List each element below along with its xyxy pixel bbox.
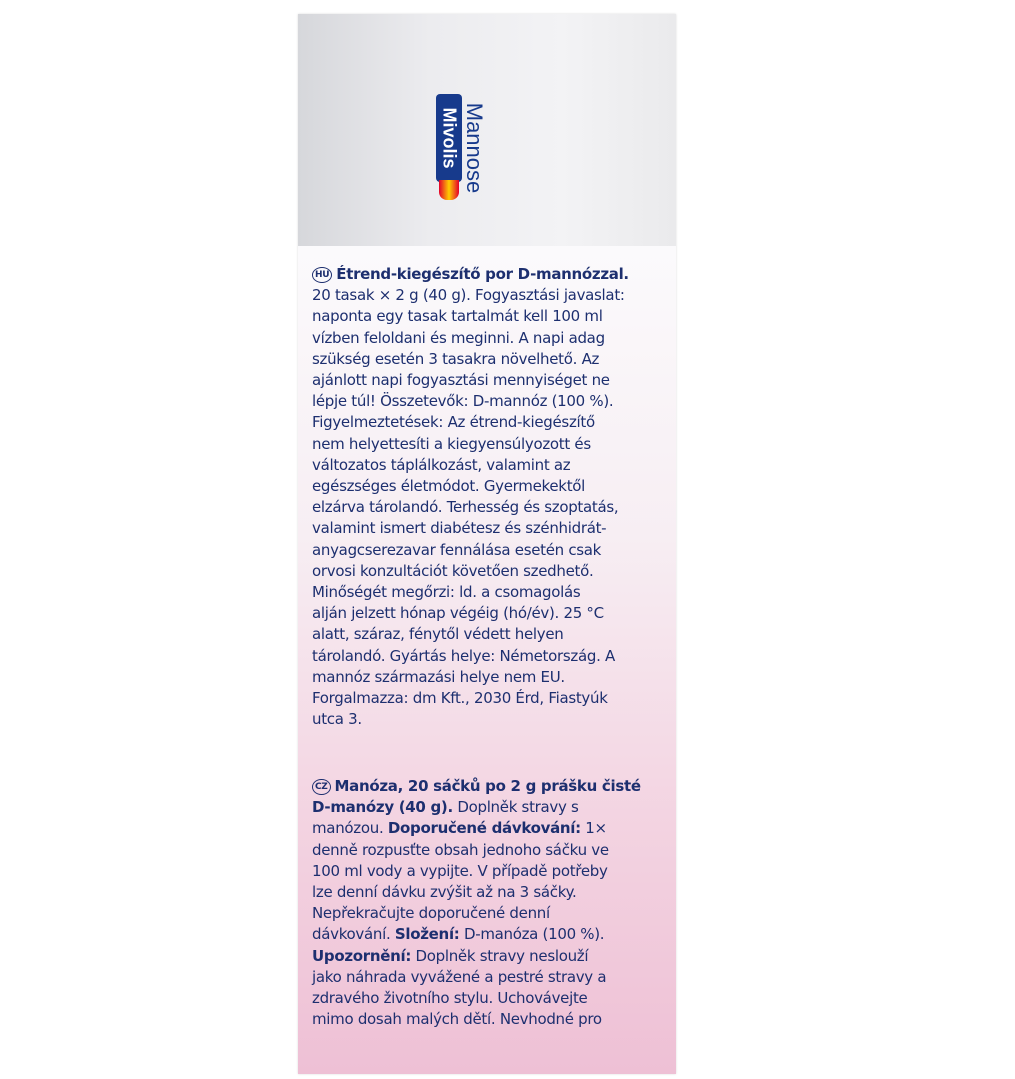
- hu-line: alján jelzett hónap végéig (hó/év). 25 °C: [312, 604, 604, 623]
- cz-text-segment: manózou.: [312, 819, 388, 838]
- cz-text-segment: Doplněk stravy neslouží: [411, 946, 589, 965]
- hu-line: mannóz származási helye nem EU.: [312, 667, 565, 686]
- cz-country-badge: CZ: [312, 779, 331, 795]
- logo-color-stripe: [439, 180, 459, 200]
- cz-line: zdravého životního stylu. Uchovávejte: [312, 989, 588, 1008]
- cz-bold-segment: Složení:: [394, 925, 460, 944]
- hu-line: ajánlott napi fogyasztási mennyiséget ne: [312, 371, 610, 390]
- hu-line: vízben feloldani és meginni. A napi adag: [312, 328, 605, 347]
- cz-title-line: [312, 776, 657, 797]
- hu-line: egészséges életmódot. Gyermekektől: [312, 477, 586, 496]
- hu-line: alatt, száraz, fénytől védett helyen: [312, 625, 564, 644]
- cz-line: lze denní dávku zvýšit až na 3 sáčky.: [312, 883, 577, 902]
- cz-text-segment: 1×: [580, 819, 607, 838]
- cz-bold-segment: Doporučené dávkování:: [387, 819, 581, 838]
- cz-line: 100 ml vody a vypijte. V případě potřeby: [312, 861, 608, 880]
- cz-line: mimo dosah malých dětí. Nevhodné pro: [312, 1010, 602, 1029]
- cz-bold-segment: Upozornění:: [312, 946, 412, 965]
- mivolis-logo: [436, 94, 462, 202]
- hu-section: [312, 264, 657, 730]
- product-name-text: Mannose: [462, 102, 487, 194]
- cz-bold-segment: D-manózy (40 g).: [312, 798, 453, 817]
- cz-line: [312, 797, 657, 818]
- hu-line: anyagcserezavar fennálása esetén csak: [312, 540, 602, 559]
- logo-brand-text: Mivolis: [439, 107, 460, 169]
- hu-line: tárolandó. Gyártás helye: Németország. A: [312, 646, 615, 665]
- hu-line: nem helyettesíti a kiegyensúlyozott és: [312, 434, 591, 453]
- hu-line: Forgalmazza: dm Kft., 2030 Érd, Fiastyúk: [312, 689, 608, 708]
- hu-line: lépje túl! Összetevők: D-mannóz (100 %).: [312, 392, 614, 411]
- hu-line: naponta egy tasak tartalmát kell 100 ml: [312, 307, 603, 326]
- cz-line: [312, 946, 657, 967]
- cz-line: denně rozpusťte obsah jednoho sáčku ve: [312, 840, 609, 859]
- box-top-face: [298, 14, 676, 247]
- hu-line: szükség esetén 3 tasakra növelhető. Az: [312, 349, 600, 368]
- hu-line: 20 tasak × 2 g (40 g). Fogyasztási javaslat:: [312, 286, 625, 305]
- hu-line: valamint ismert diabétesz és szénhidrát-: [312, 519, 607, 538]
- cz-text-segment: dávkování.: [312, 925, 395, 944]
- cz-text-segment: Doplněk stravy s: [452, 798, 579, 817]
- hu-title: Étrend-kiegészítő por D-mannózzal.: [336, 265, 629, 283]
- cz-section: [312, 776, 657, 1030]
- hu-line: Minőségét megőrzi: ld. a csomagolás: [312, 583, 581, 602]
- cz-line: Nepřekračujte doporučené denní: [312, 904, 550, 923]
- hu-line: orvosi konzultációt követően szedhető.: [312, 561, 594, 580]
- hu-line: változatos táplálkozást, valamint az: [312, 455, 571, 474]
- hu-line: Figyelmeztetések: Az étrend-kiegészítő: [312, 413, 595, 432]
- hu-line: elzárva tárolandó. Terhesség és szoptatás,: [312, 498, 619, 517]
- hu-line: utca 3.: [312, 710, 362, 729]
- hu-title-line: [312, 264, 657, 285]
- cz-line: [312, 818, 657, 839]
- cz-line: jako náhrada vyvážené a pestré stravy a: [312, 967, 607, 986]
- cz-title: Manóza, 20 sáčků po 2 g prášku čisté: [334, 777, 641, 795]
- mivolis-logo-badge: [436, 94, 462, 182]
- hu-country-badge: HU: [312, 267, 332, 283]
- cz-line: [312, 924, 657, 945]
- cz-text-segment: D-manóza (100 %).: [459, 925, 605, 944]
